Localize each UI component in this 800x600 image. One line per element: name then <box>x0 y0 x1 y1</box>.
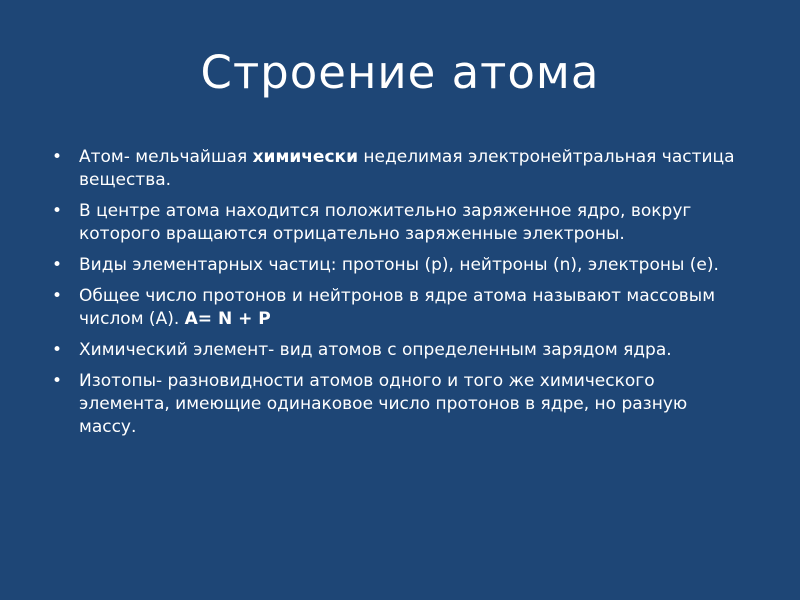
bullet-text: неделимая электронейтральная частица вещества. <box>79 147 735 190</box>
bullet-text: Атом- мельчайшая <box>79 147 253 167</box>
bullet-isotopes <box>52 370 742 439</box>
bullet-element <box>52 339 742 362</box>
bullet-nucleus <box>52 200 742 246</box>
bullet-text: Виды элементарных частиц: протоны (p), нейтроны (n), электроны (e). <box>79 255 719 275</box>
slide-title: Строение атома <box>200 46 600 99</box>
bullet-formula: A= N + P <box>184 309 271 329</box>
bullet-text: Химический элемент- вид атомов с определенным зарядом ядра. <box>79 340 672 360</box>
bullet-list <box>52 146 742 447</box>
bullet-bold-text: химически <box>252 147 358 167</box>
bullet-dot-icon: • <box>52 255 63 275</box>
bullet-dot-icon: • <box>52 201 63 221</box>
bullet-text: В центре атома находится положительно заряженное ядро, вокруг которого вращаются отрицательно заряженные электроны. <box>79 201 692 244</box>
bullet-dot-icon: • <box>52 340 63 360</box>
bullet-text: Изотопы- разновидности атомов одного и того же химического элемента, имеющие одинаковое число протонов в ядре, но разную массу. <box>79 371 688 437</box>
bullet-particles <box>52 254 742 277</box>
bullet-dot-icon: • <box>52 286 63 306</box>
bullet-atom-definition <box>52 146 742 192</box>
bullet-dot-icon: • <box>52 147 63 167</box>
bullet-mass-number <box>52 285 742 331</box>
bullet-dot-icon: • <box>52 371 63 391</box>
bullet-text: Общее число протонов и нейтронов в ядре атома называют массовым числом (A). <box>79 286 716 329</box>
